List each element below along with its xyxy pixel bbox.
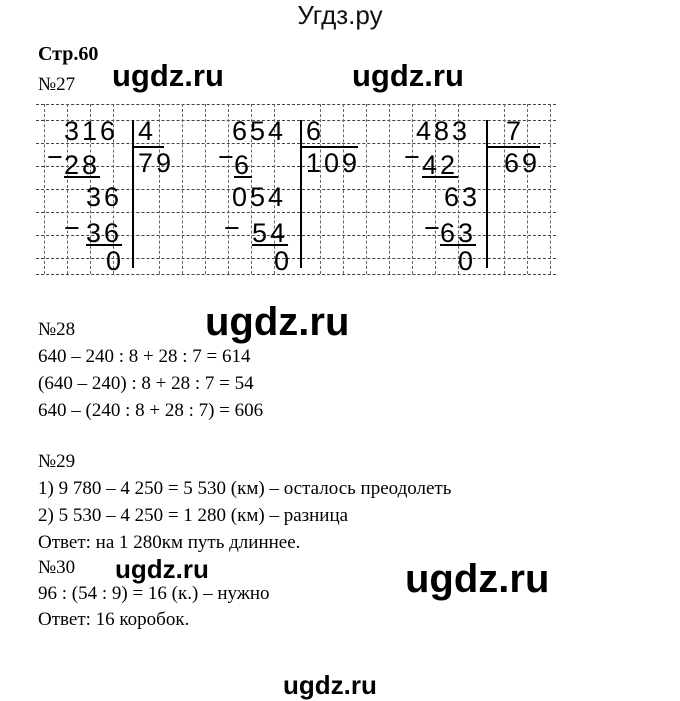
subtrahend: 28 (64, 150, 101, 180)
division-bracket (300, 120, 302, 268)
answer-line: Ответ: на 1 280км путь длиннее. (38, 532, 301, 553)
watermark: ugdz.ru (352, 58, 464, 93)
watermark: ugdz.ru (112, 58, 224, 93)
task-number: №28 (38, 319, 76, 340)
minus-sign: − (218, 142, 237, 172)
answer-line: Ответ: 16 коробок. (38, 609, 190, 630)
subtrahend: 36 (86, 218, 123, 248)
dividend: 483 (416, 116, 471, 146)
divisor: 4 (138, 116, 157, 146)
grid-line (504, 104, 505, 274)
grid-line (205, 104, 206, 274)
minus-sign: − (47, 142, 66, 172)
task-number: №27 (38, 74, 76, 95)
subtrahend: 54 (252, 218, 289, 248)
subtrahend: 42 (422, 150, 459, 180)
equation-line: 640 – 240 : 8 + 28 : 7 = 614 (38, 346, 251, 367)
division-bracket (132, 120, 134, 268)
watermark: ugdz.ru (405, 557, 550, 601)
grid-line (182, 104, 183, 274)
grid-line (550, 104, 551, 274)
grid-line (412, 104, 413, 274)
solution-line: 96 : (54 : 9) = 16 (к.) – нужно (38, 583, 270, 604)
minus-sign: − (404, 142, 423, 172)
grid-line (36, 166, 556, 167)
task-number: №30 (38, 557, 76, 578)
grid-line (44, 104, 45, 274)
dividend: 654 (232, 116, 287, 146)
remainder: 054 (232, 182, 287, 212)
quotient: 69 (504, 148, 541, 178)
divisor: 6 (306, 116, 325, 146)
subtrahend: 63 (440, 218, 477, 248)
site-title: Угдз.ру (297, 0, 383, 30)
minus-sign: − (64, 213, 83, 243)
subtrahend: 6 (234, 150, 253, 180)
grid-line (389, 104, 390, 274)
division-bracket (486, 120, 488, 268)
grid-line (159, 104, 160, 274)
solution-line: 2) 5 530 – 4 250 = 1 280 (км) – разница (38, 505, 349, 526)
remainder: 0 (274, 246, 293, 276)
watermark: ugdz.ru (115, 554, 209, 584)
equation-line: 640 – (240 : 8 + 28 : 7) = 606 (38, 400, 264, 421)
minus-sign: − (224, 213, 243, 243)
dividend: 316 (64, 116, 119, 146)
equation-line: (640 – 240) : 8 + 28 : 7 = 54 (38, 373, 254, 394)
grid-line (527, 104, 528, 274)
remainder: 0 (106, 246, 125, 276)
grid-line (343, 104, 344, 274)
quotient: 79 (138, 148, 175, 178)
remainder: 36 (86, 182, 123, 212)
task-number: №29 (38, 451, 76, 472)
minus-sign: − (424, 213, 443, 243)
solution-line: 1) 9 780 – 4 250 = 5 530 (км) – осталось преодолеть (38, 478, 452, 499)
remainder: 0 (458, 246, 477, 276)
page-label: Стр.60 (38, 43, 99, 65)
divisor: 7 (506, 116, 525, 146)
grid-line (228, 104, 229, 274)
remainder: 63 (444, 182, 481, 212)
grid-line (366, 104, 367, 274)
watermark: ugdz.ru (205, 300, 350, 344)
watermark: ugdz.ru (283, 670, 377, 700)
grid-line (36, 104, 556, 105)
quotient: 109 (306, 148, 361, 178)
